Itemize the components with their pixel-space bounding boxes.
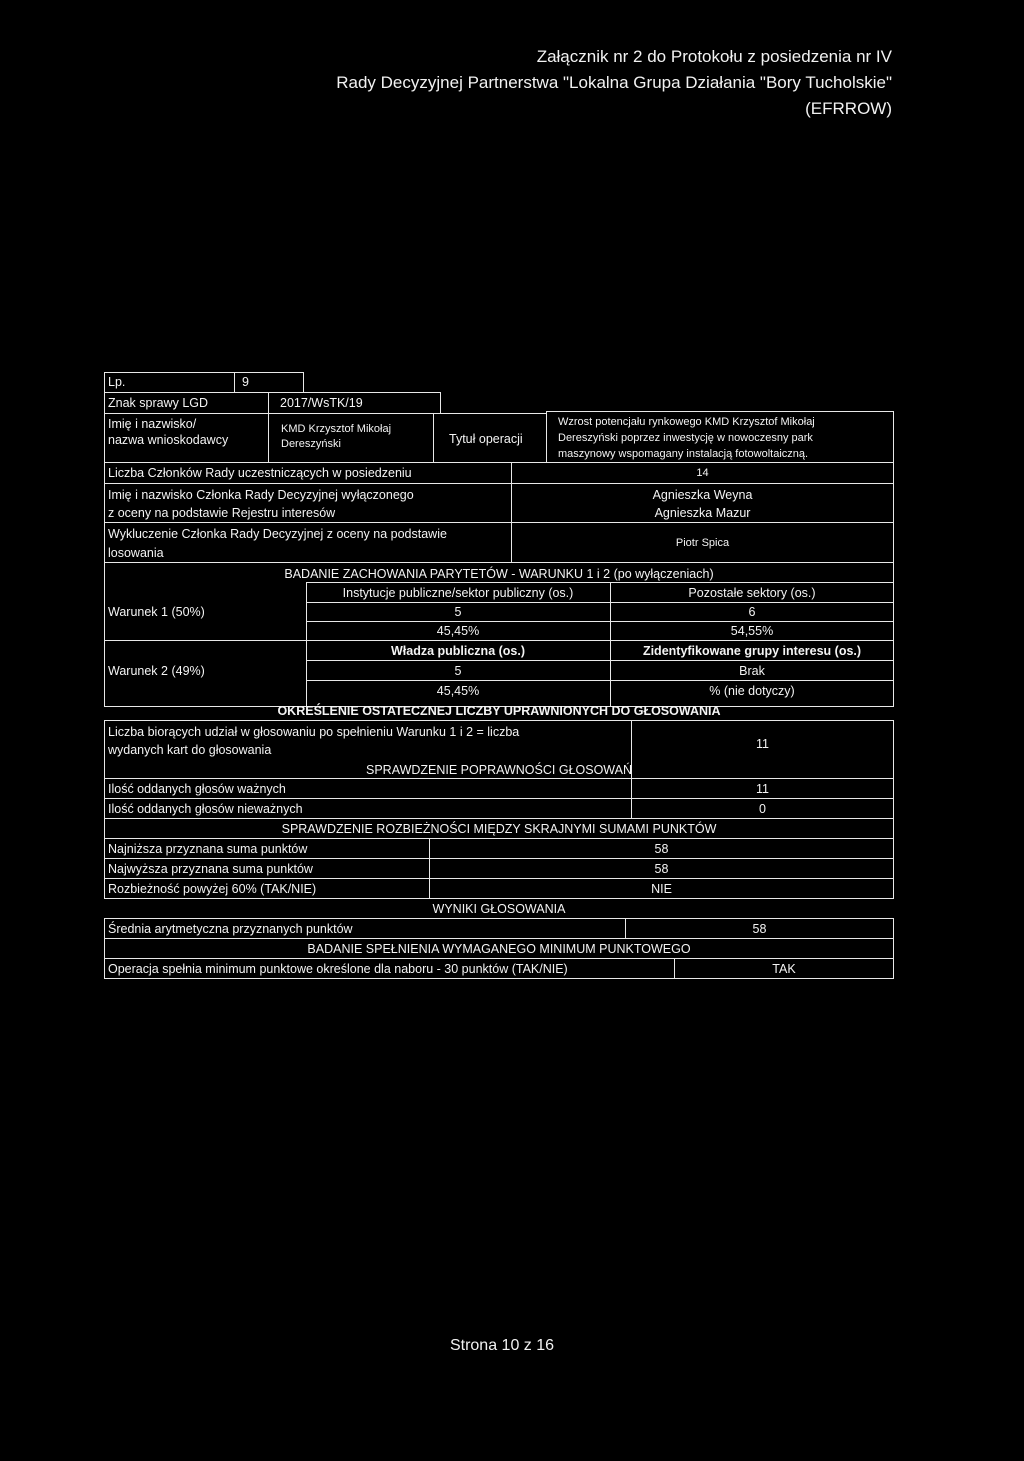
max-sum-value: 58 (654, 862, 669, 876)
warunek-1-public-pct: 45,45% (436, 624, 480, 638)
warunek-1-label: Warunek 1 (50%) (108, 605, 205, 619)
losowanie-label-line-2: losowania (108, 546, 164, 560)
wylaczony-value-line-1: Agnieszka Weyna (652, 488, 753, 502)
page-footer: Strona 10 z 16 (449, 1337, 555, 1354)
header-line-3: (EFRROW) (805, 99, 892, 118)
warunek-1-other: 6 (748, 605, 756, 619)
diff-label: Rozbieżność powyżej 60% (TAK/NIE) (108, 882, 317, 896)
invalid-votes-value: 0 (759, 802, 766, 816)
max-sum-label: Najwyższa przyznana suma punktów (108, 862, 313, 876)
min-sum-value: 58 (654, 842, 669, 856)
valid-votes-label: Ilość oddanych głosów ważnych (108, 782, 286, 796)
final-count-label-line-2: wydanych kart do głosowania (108, 743, 272, 757)
imie-value-line-1: KMD Krzysztof Mikołaj (281, 423, 392, 435)
imie-label-line-2: nazwa wnioskodawcy (108, 433, 229, 447)
wylaczony-label-line-1: Imię i nazwisko Członka Rady Decyzyjnej wyłączonego (108, 488, 414, 502)
validity-title: SPRAWDZENIE POPRAWNOŚCI GŁOSOWAŃ (366, 763, 632, 777)
liczba-value: 14 (696, 467, 709, 479)
parity-col-public: Instytucje publiczne/sektor publiczny (os.) (342, 586, 574, 600)
final-count-title: OKREŚLENIE OSTATECZNEJ LICZBY UPRAWNIONYCH DO GŁOSOWANIA (277, 704, 721, 718)
tytul-value-line-2: Dereszyński poprzez inwestycję w nowoczesny park (558, 432, 813, 444)
parity-col-authority: Władza publiczna (os.) (390, 644, 526, 658)
valid-votes-value: 11 (756, 782, 769, 796)
imie-label-line-1: Imię i nazwisko/ (108, 417, 197, 431)
min-sum-label: Najniższa przyznana suma punktów (108, 842, 308, 856)
znak-value: 2017/WsTK/19 (280, 396, 363, 410)
final-count-value: 11 (756, 737, 769, 751)
lp-label: Lp. (108, 375, 126, 389)
avg-value: 58 (752, 922, 767, 936)
wylaczony-label-line-2: z oceny na podstawie Rejestru interesów (108, 506, 336, 520)
liczba-label: Liczba Członków Rady uczestniczących w posiedzeniu (108, 466, 412, 480)
warunek-2-interest-pct: % (nie dotyczy) (709, 684, 795, 698)
wylaczony-value-line-2: Agnieszka Mazur (654, 506, 751, 520)
warunek-2-label: Warunek 2 (49%) (108, 664, 205, 678)
minimum-title: BADANIE SPEŁNIENIA WYMAGANEGO MINIMUM PUNKTOWEGO (307, 942, 691, 956)
tytul-value-line-1: Wzrost potencjału rynkowego KMD Krzysztof Mikołaj (558, 416, 815, 428)
warunek-1-public: 5 (454, 605, 462, 619)
parity-title: BADANIE ZACHOWANIA PARYTETÓW - WARUNKU 1 i 2 (po wyłączeniach) (284, 567, 714, 581)
minimum-label: Operacja spełnia minimum punktowe określone dla naboru - 30 punktów (TAK/NIE) (108, 962, 568, 976)
header-line-2: Rady Decyzyjnej Partnerstwa "Lokalna Grupa Działania "Bory Tucholskie" (336, 73, 892, 92)
warunek-2-interest: Brak (739, 664, 765, 678)
warunek-2-authority: 5 (454, 664, 462, 678)
znak-label: Znak sprawy LGD (108, 396, 209, 410)
tytul-value-line-3: maszynowy wspomagany instalacją fotowoltaiczną. (558, 448, 809, 460)
imie-value-line-2: Dereszyński (281, 438, 341, 450)
warunek-2-authority-pct: 45,45% (436, 684, 480, 698)
invalid-votes-label: Ilość oddanych głosów nieważnych (108, 802, 303, 816)
final-count-label-line-1: Liczba biorących udział w głosowaniu po spełnieniu Warunku 1 i 2 = liczba (108, 725, 520, 739)
results-title: WYNIKI GŁOSOWANIA (432, 902, 566, 916)
losowanie-label-line-1: Wykluczenie Członka Rady Decyzyjnej z oceny na podstawie (108, 527, 447, 541)
avg-label: Średnia arytmetyczna przyznanych punktów (108, 922, 353, 936)
parity-col-other: Pozostałe sektory (os.) (688, 586, 816, 600)
discrepancy-title: SPRAWDZENIE ROZBIEŻNOŚCI MIĘDZY SKRAJNYMI SUMAMI PUNKTÓW (281, 822, 717, 836)
losowanie-value: Piotr Spica (675, 537, 730, 549)
parity-col-interest: Zidentyfikowane grupy interesu (os.) (642, 644, 862, 658)
lp-value: 9 (242, 375, 249, 389)
warunek-1-other-pct: 54,55% (730, 624, 774, 638)
tytul-label: Tytuł operacji (449, 432, 523, 446)
header-line-1: Załącznik nr 2 do Protokołu z posiedzenia nr IV (536, 47, 892, 66)
minimum-value: TAK (772, 962, 796, 976)
diff-value: NIE (651, 882, 672, 896)
